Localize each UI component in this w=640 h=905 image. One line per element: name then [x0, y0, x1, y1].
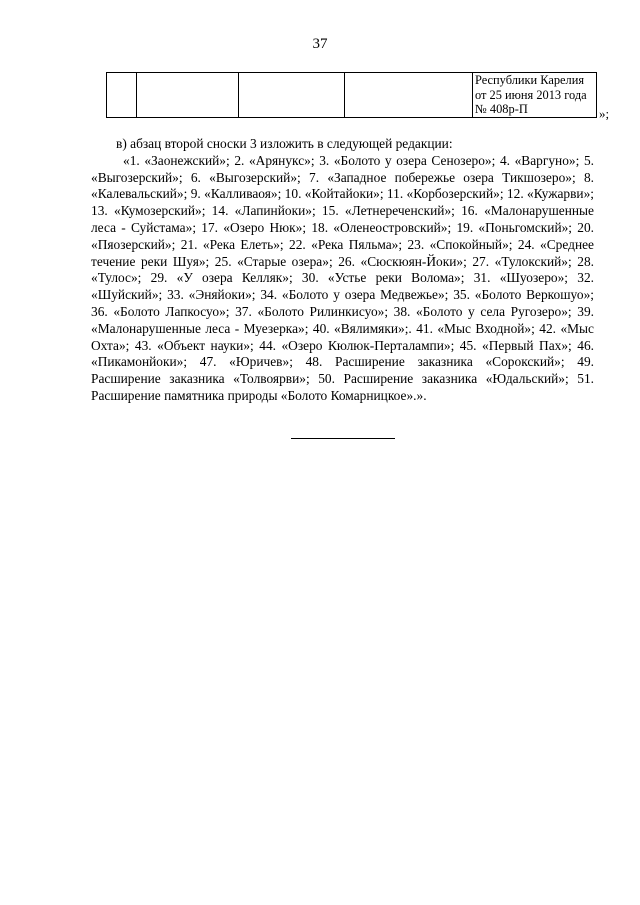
- table-cell-document-ref: [473, 73, 597, 118]
- continuation-table: [106, 72, 597, 118]
- closing-quote-mark: »;: [599, 106, 610, 121]
- table-cell-empty-3: [239, 73, 345, 118]
- table-cell-empty-1: [107, 73, 137, 118]
- amendment-intro: в) абзац второй сноски 3 изложить в следующей редакции:: [116, 136, 453, 151]
- doc-ref-line-2: от 25 июня 2013 года: [475, 87, 587, 102]
- doc-ref-line-1: Республики Карелия: [475, 73, 585, 87]
- separator-line: [291, 438, 395, 439]
- amendment-body: [91, 136, 594, 405]
- doc-ref-line-3: № 408р-П: [475, 102, 528, 116]
- table-cell-empty-2: [137, 73, 239, 118]
- page-number: 37: [312, 36, 328, 52]
- table-row: [107, 73, 597, 118]
- table-cell-empty-4: [345, 73, 473, 118]
- reserves-list-paragraph: «1. «Заонежский»; 2. «Арянукс»; 3. «Болото у озера Сенозеро»; 4. «Варгуно»; 5. «Выгозерский»; 6. «Выгозерский»; 7. «Западное побережье озера Тикшозеро»; 8. «Калевальский»; 9. «Калливаоя»; 10. «Койтайоки»; 11. «Корбозерский»; 12. «Кужарви»; 13. «Кумозерский»; 14. «Лапинйоки»; 15. «Летнереченский»; 16. «Малонарушенные леса - Суйстама»; 17. «Озеро Нюк»; 18. «Оленеостровский»; 19. «Поньгомский»; 20. «Пяозерский»; 21. «Река Елеть»; 22. «Река Пяльма»; 23. «Спокойный»; 24. «Среднее течение реки Шуя»; 25. «Старые озера»; 26. «Сюскюян-Йоки»; 27. «Тулокский»; 28. «Тулос»; 29. «У озера Келляк»; 30. «Устье реки Волома»; 31. «Шуозеро»; 32. «Шуйский»; 33. «Эняйоки»; 34. «Болото у озера Медвежье»; 35. «Болото Веркошуо»; 36. «Болото Лапкосуо»; 37. «Болото Рилинкисуо»; 38. «Болото у села Ругозеро»; 39. «Малонарушенные леса - Муезерка»; 40. «Вялимяки»;. 41. «Мыс Входной»; 42. «Мыс Охта»; 43. «Объект науки»; 44. «Озеро Кюлюк-Перталампи»; 45. «Первый Пах»; 46. «Пикамонйоки»; 47. «Юричев»; 48. Расширение заказника «Сорокский»; 49. Расширение заказника «Толвоярви»; 50. Расширение заказника «Юдальский»; 51. Расширение памятника природы «Болото Комарницкое».».: [91, 152, 594, 403]
